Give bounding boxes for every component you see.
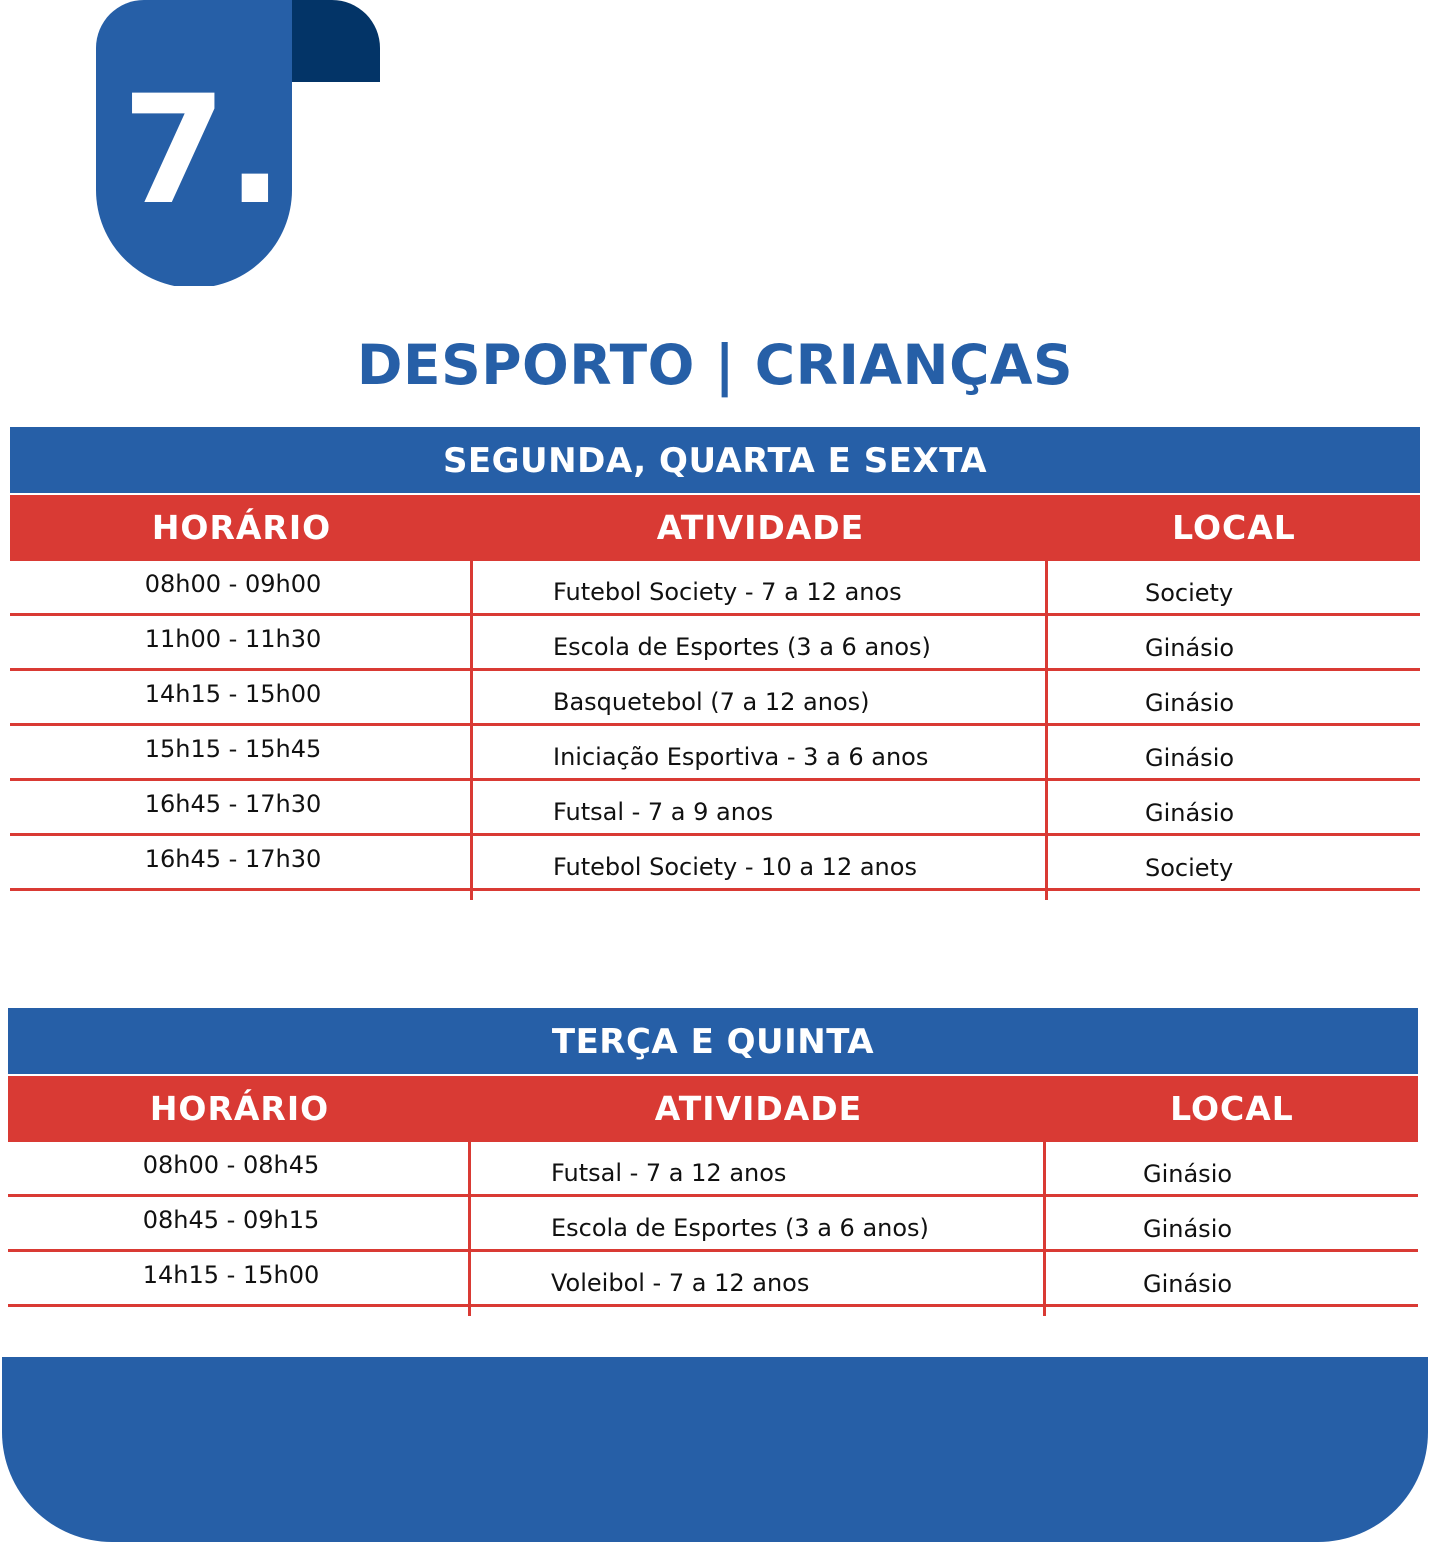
time-cell: 16h45 - 17h30 bbox=[10, 836, 473, 900]
time-cell: 14h15 - 15h00 bbox=[8, 1252, 471, 1316]
activity-cell: Futebol Society - 7 a 12 anos bbox=[473, 561, 1048, 625]
activity-cell: Escola de Esportes (3 a 6 anos) bbox=[471, 1197, 1046, 1261]
place-cell: Ginásio bbox=[1143, 1215, 1233, 1243]
badge-number: 7. bbox=[122, 64, 284, 238]
badge-fold bbox=[292, 0, 380, 82]
time-cell: 08h00 - 08h45 bbox=[8, 1142, 471, 1206]
activity-cell: Iniciação Esportiva - 3 a 6 anos bbox=[473, 726, 1048, 790]
time-cell: 15h15 - 15h45 bbox=[10, 726, 473, 790]
place-cell: Ginásio bbox=[1143, 1270, 1233, 1298]
activity-cell: Voleibol - 7 a 12 anos bbox=[471, 1252, 1046, 1316]
activity-cell: Escola de Esportes (3 a 6 anos) bbox=[473, 616, 1048, 680]
table-row bbox=[10, 616, 1420, 671]
header-place: LOCAL bbox=[1170, 1089, 1294, 1128]
table-row bbox=[10, 561, 1420, 616]
place-cell: Ginásio bbox=[1145, 799, 1235, 827]
place-cell: Society bbox=[1145, 579, 1234, 607]
place-cell: Ginásio bbox=[1145, 634, 1235, 662]
activity-cell: Futsal - 7 a 12 anos bbox=[471, 1142, 1046, 1206]
place-cell: Society bbox=[1145, 854, 1234, 882]
table-row bbox=[10, 671, 1420, 726]
table-header bbox=[8, 1076, 1418, 1142]
header-place: LOCAL bbox=[1172, 508, 1296, 547]
activity-cell: Futsal - 7 a 9 anos bbox=[473, 781, 1048, 845]
time-cell: 11h00 - 11h30 bbox=[10, 616, 473, 680]
table-row bbox=[10, 836, 1420, 891]
time-cell: 14h15 - 15h00 bbox=[10, 671, 473, 735]
schedule-tue-thu bbox=[8, 1008, 1418, 1307]
table-row bbox=[8, 1252, 1418, 1307]
table-row bbox=[8, 1197, 1418, 1252]
time-cell: 08h00 - 09h00 bbox=[10, 561, 473, 625]
place-cell: Ginásio bbox=[1143, 1160, 1233, 1188]
place-cell: Ginásio bbox=[1145, 744, 1235, 772]
table-row bbox=[10, 781, 1420, 836]
day-bar: SEGUNDA, QUARTA E SEXTA bbox=[10, 427, 1420, 493]
schedule-mon-wed-fri bbox=[10, 427, 1420, 891]
time-cell: 16h45 - 17h30 bbox=[10, 781, 473, 845]
place-cell: Ginásio bbox=[1145, 689, 1235, 717]
header-activity: ATIVIDADE bbox=[656, 508, 865, 547]
page-title: DESPORTO | CRIANÇAS bbox=[356, 333, 1074, 397]
table-header bbox=[10, 495, 1420, 561]
time-cell: 08h45 - 09h15 bbox=[8, 1197, 471, 1261]
header-time: HORÁRIO bbox=[149, 1089, 330, 1128]
header-activity: ATIVIDADE bbox=[654, 1089, 863, 1128]
footer-band bbox=[2, 1357, 1428, 1542]
table-row bbox=[10, 726, 1420, 781]
activity-cell: Basquetebol (7 a 12 anos) bbox=[473, 671, 1048, 735]
table-row bbox=[8, 1142, 1418, 1197]
header-time: HORÁRIO bbox=[151, 508, 332, 547]
activity-cell: Futebol Society - 10 a 12 anos bbox=[473, 836, 1048, 900]
day-bar: TERÇA E QUINTA bbox=[8, 1008, 1418, 1074]
section-number-badge bbox=[96, 0, 382, 286]
